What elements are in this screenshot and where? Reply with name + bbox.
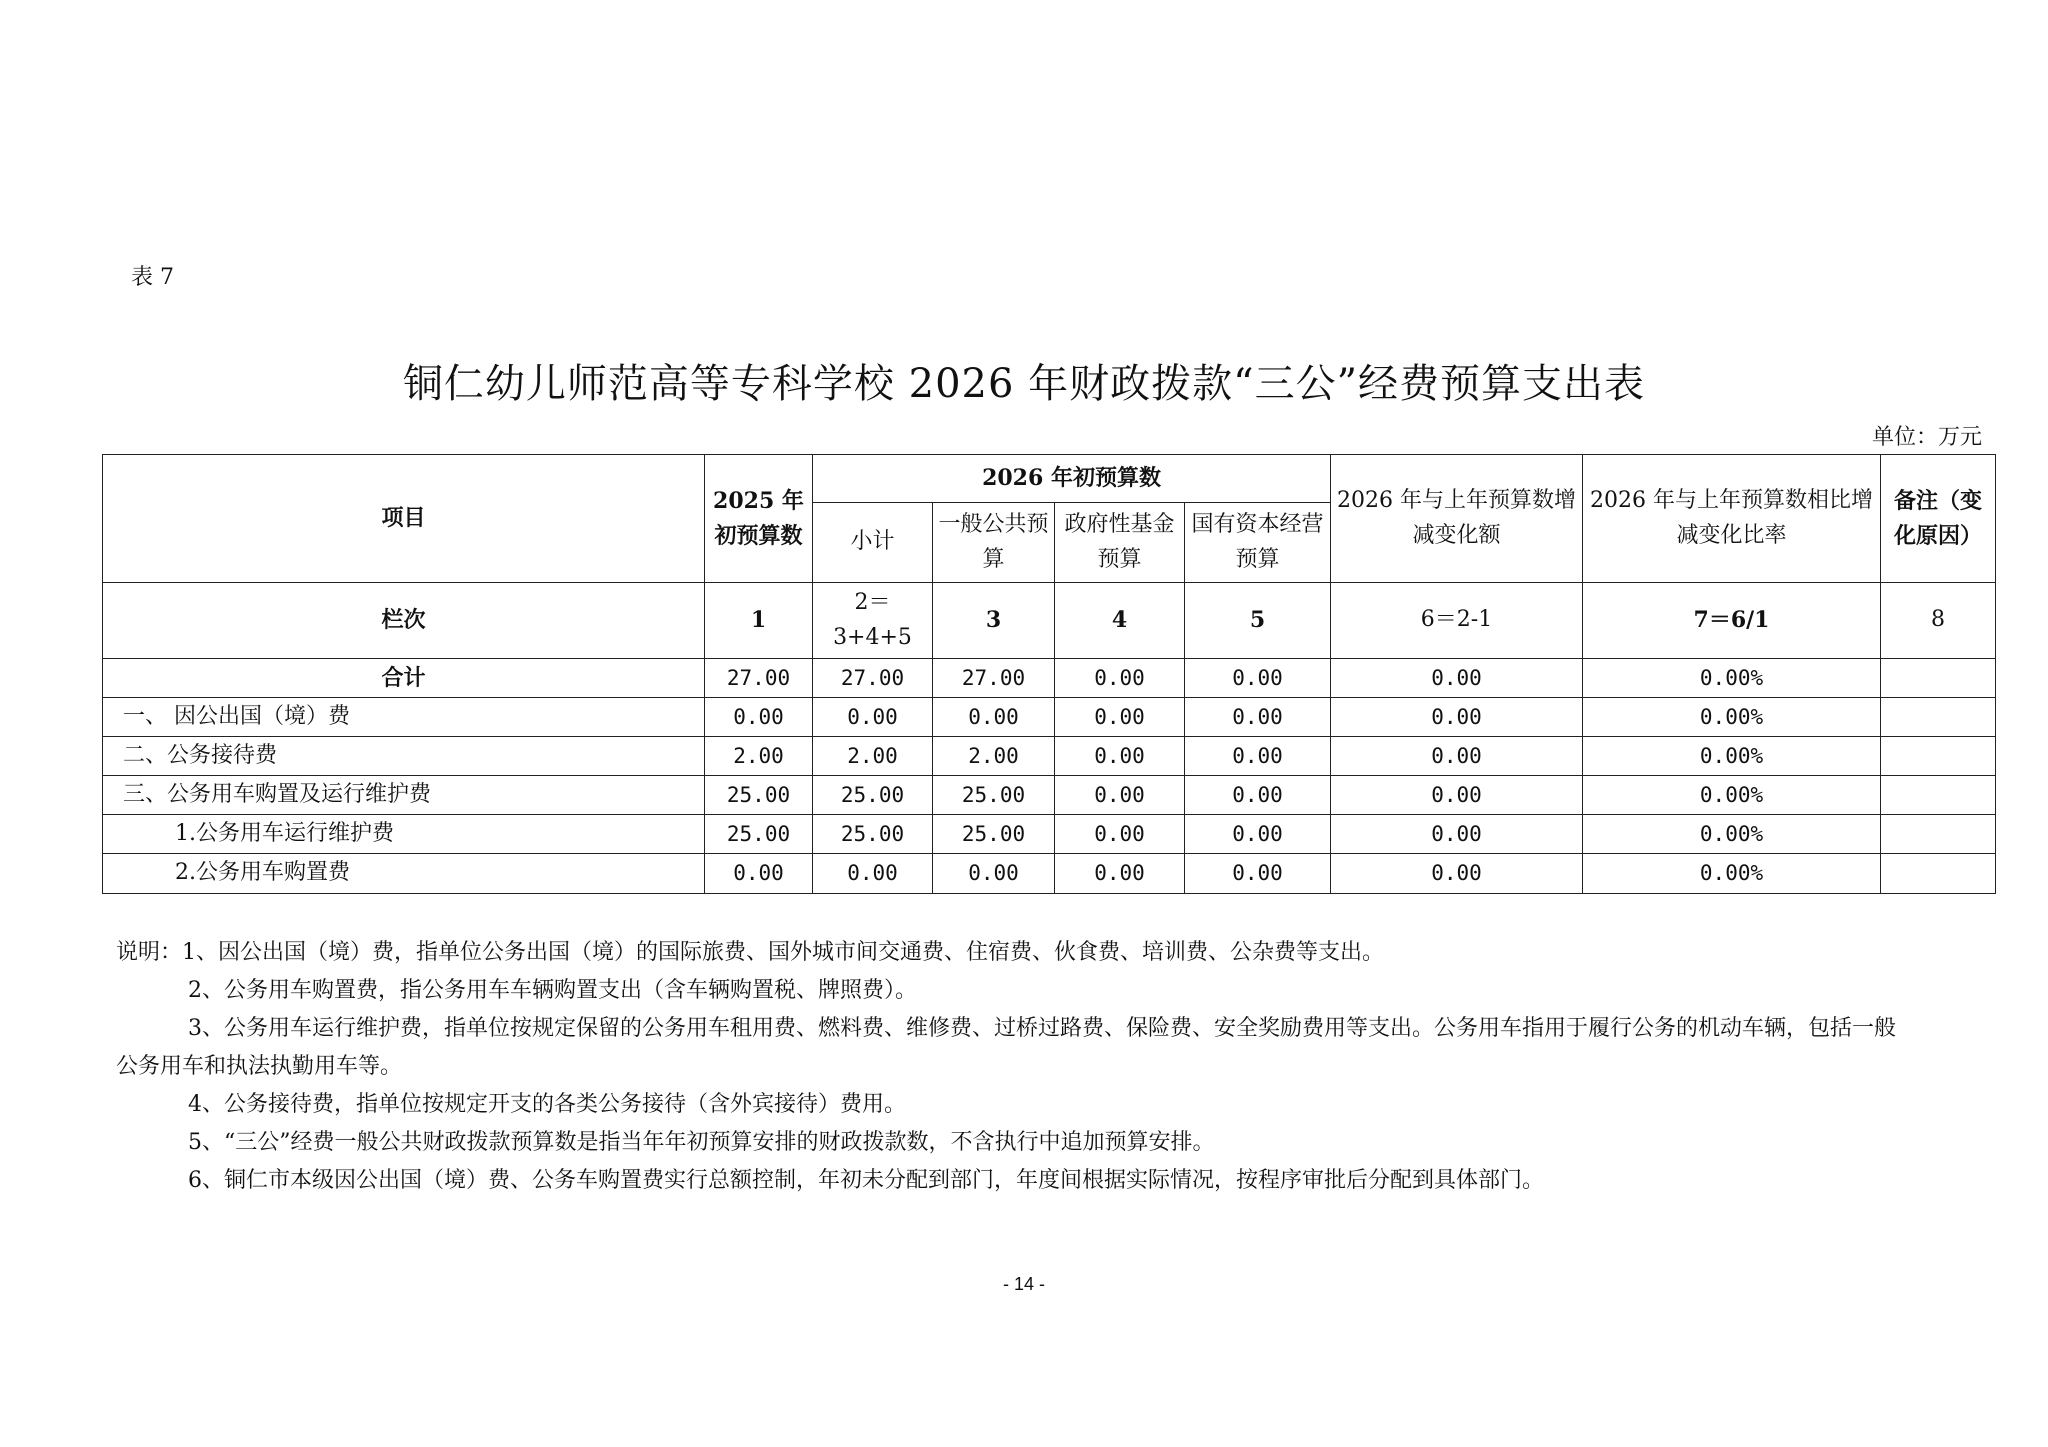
table-cell: 0.00: [1185, 737, 1331, 776]
page-title: 铜仁幼儿师范高等专科学校 2026 年财政拨款“三公”经费预算支出表: [402, 361, 1646, 407]
page-number: - 14 -: [1002, 1274, 1045, 1294]
table-cell: 0.00: [1185, 854, 1331, 893]
table-cell: 0.00: [1185, 659, 1331, 698]
header-item: 项目: [103, 455, 705, 583]
header-fund-budget: 政府性基金预算: [1055, 503, 1185, 583]
table-cell: 0.00: [1185, 815, 1331, 854]
note-paragraph: 6、铜仁市本级因公出国（境）费、公务车购置费实行总额控制，年初未分配到部门，年度间根据实际情况，按程序审批后分配到具体部门。: [188, 1168, 1545, 1193]
table-row: [103, 854, 1996, 893]
column-index-cell: 7＝6/1: [1583, 583, 1881, 659]
table-cell: 0.00: [813, 698, 933, 737]
column-index-cell: 6＝2-1: [1331, 583, 1583, 659]
column-index-cell: 8: [1881, 583, 1996, 659]
table-cell: [1881, 815, 1996, 854]
table-cell: 25.00: [933, 815, 1055, 854]
table-row: [103, 698, 1996, 737]
header-row-1: [103, 455, 1996, 503]
column-index-cell: 5: [1185, 583, 1331, 659]
table-cell: 0.00%: [1583, 698, 1881, 737]
row-label: 二、公务接待费: [103, 737, 705, 776]
header-change-amount: 2026 年与上年预算数增减变化额: [1331, 455, 1583, 583]
header-prev-budget: 2025 年初预算数: [705, 455, 813, 583]
table-cell: 0.00: [1331, 698, 1583, 737]
table-cell: 0.00: [1185, 698, 1331, 737]
table-cell: [1881, 659, 1996, 698]
column-index-cell: 1: [705, 583, 813, 659]
table-cell: 2.00: [705, 737, 813, 776]
table-cell: 0.00: [813, 854, 933, 893]
table-cell: [1881, 854, 1996, 893]
table-cell: 25.00: [705, 776, 813, 815]
column-index-cell: 2＝3+4+5: [813, 583, 933, 659]
table-cell: 0.00%: [1583, 737, 1881, 776]
table-cell: 0.00: [1055, 737, 1185, 776]
row-label: 一、 因公出国（境）费: [103, 698, 705, 737]
header-general-budget: 一般公共预算: [933, 503, 1055, 583]
header-state-capital-budget: 国有资本经营预算: [1185, 503, 1331, 583]
table-label: 表 7: [131, 265, 174, 290]
table-cell: [1881, 698, 1996, 737]
table-cell: 0.00%: [1583, 776, 1881, 815]
budget-table: [102, 454, 1996, 894]
notes-section: [116, 934, 1896, 1200]
table-cell: [1881, 776, 1996, 815]
table-cell: 0.00: [1331, 737, 1583, 776]
column-index-cell: 3: [933, 583, 1055, 659]
header-current-budget: 2026 年初预算数: [813, 455, 1331, 503]
table-cell: 2.00: [813, 737, 933, 776]
table-cell: 0.00: [1055, 776, 1185, 815]
column-index-row: [103, 583, 1996, 659]
table-cell: 25.00: [705, 815, 813, 854]
table-cell: [1881, 737, 1996, 776]
table-cell: 0.00: [933, 698, 1055, 737]
table-cell: 0.00: [933, 854, 1055, 893]
note-paragraph: 3、公务用车运行维护费，指单位按规定保留的公务用车租用费、燃料费、维修费、过桥过路费、保险费、安全奖励费用等支出。公务用车指用于履行公务的机动车辆，包括一般公务用车和执法执勤用车等。: [116, 1016, 1897, 1079]
table-row-total: [103, 659, 1996, 698]
table-cell: 25.00: [933, 776, 1055, 815]
table-cell: 27.00: [705, 659, 813, 698]
column-index-cell: 4: [1055, 583, 1185, 659]
table-row: [103, 776, 1996, 815]
table-cell: 0.00: [1331, 815, 1583, 854]
table-cell: 0.00%: [1583, 854, 1881, 893]
table-cell: 0.00: [1331, 854, 1583, 893]
column-index-label: 栏次: [103, 583, 705, 659]
row-label: 合计: [103, 659, 705, 698]
table-cell: 0.00: [1055, 659, 1185, 698]
note-paragraph: 说明：1、因公出国（境）费，指单位公务出国（境）的国际旅费、国外城市间交通费、住宿费、伙食费、培训费、公杂费等支出。: [116, 940, 1385, 965]
note-paragraph: 5、“三公”经费一般公共财政拨款预算数是指当年年初预算安排的财政拨款数，不含执行中追加预算安排。: [188, 1130, 1215, 1155]
table-cell: 27.00: [813, 659, 933, 698]
row-label: 三、公务用车购置及运行维护费: [103, 776, 705, 815]
header-subtotal: 小计: [813, 503, 933, 583]
table-cell: 0.00: [705, 698, 813, 737]
row-label: 1.公务用车运行维护费: [103, 815, 705, 854]
header-change-rate: 2026 年与上年预算数相比增减变化比率: [1583, 455, 1881, 583]
table-cell: 25.00: [813, 776, 933, 815]
table-cell: 27.00: [933, 659, 1055, 698]
header-remark: 备注（变化原因）: [1881, 455, 1996, 583]
table-cell: 0.00: [1055, 698, 1185, 737]
table-cell: 0.00%: [1583, 815, 1881, 854]
note-paragraph: 4、公务接待费，指单位按规定开支的各类公务接待（含外宾接待）费用。: [188, 1092, 906, 1117]
table-cell: 0.00%: [1583, 659, 1881, 698]
table-row: [103, 737, 1996, 776]
table-cell: 0.00: [705, 854, 813, 893]
table-cell: 2.00: [933, 737, 1055, 776]
table-cell: 0.00: [1185, 776, 1331, 815]
table-cell: 0.00: [1331, 776, 1583, 815]
table-row: [103, 815, 1996, 854]
table-cell: 0.00: [1055, 854, 1185, 893]
row-label: 2.公务用车购置费: [103, 854, 705, 893]
table-cell: 0.00: [1331, 659, 1583, 698]
table-cell: 25.00: [813, 815, 933, 854]
unit-label: 单位：万元: [1871, 425, 1982, 450]
table-cell: 0.00: [1055, 815, 1185, 854]
note-paragraph: 2、公务用车购置费，指公务用车车辆购置支出（含车辆购置税、牌照费）。: [188, 978, 917, 1003]
